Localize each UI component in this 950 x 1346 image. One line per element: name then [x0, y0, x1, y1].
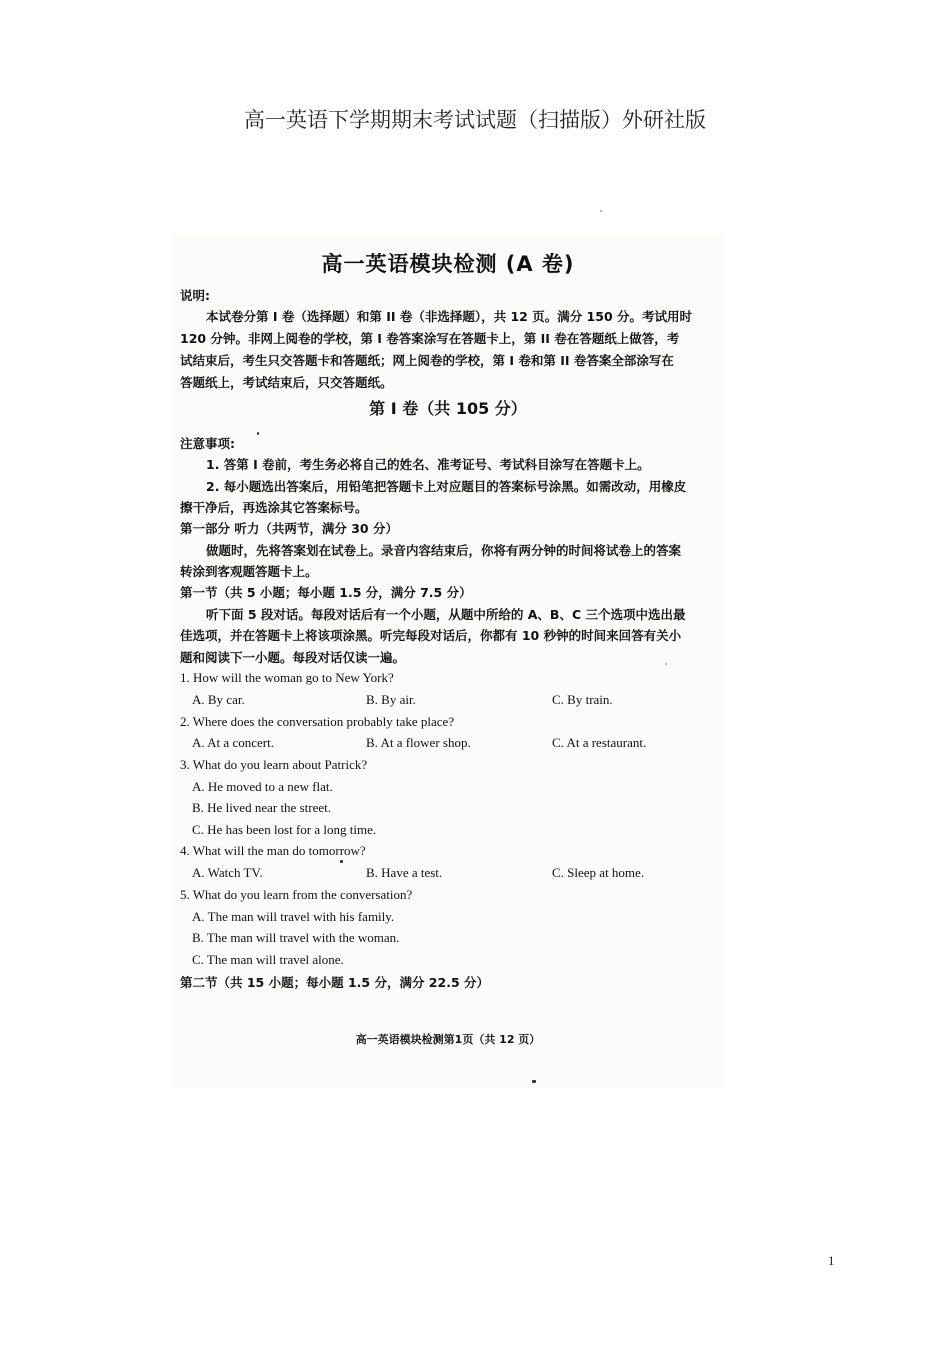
- subsection-one-line: 听下面 5 段对话。每段对话后有一个小题，从题中所给的 A、B、C 三个选项中选出最: [206, 607, 686, 622]
- question-4-option-a: A. Watch TV.: [192, 865, 263, 880]
- scan-speck: [340, 860, 343, 863]
- question-5-option-a: A. The man will travel with his family.: [192, 909, 395, 924]
- section-one-line: 做题时，先将答案划在试卷上。录音内容结束后，你将有两分钟的时间将试卷上的答案: [206, 543, 682, 558]
- intro-line: 120 分钟。非网上阅卷的学校，第 I 卷答案涂写在答题卡上，第 II 卷在答题纸上做答，考: [180, 331, 680, 346]
- section-one-line: 转涂到客观题答题卡上。: [180, 564, 318, 579]
- question-5-option-b: B. The man will travel with the woman.: [192, 930, 400, 945]
- question-2-option-a: A. At a concert.: [192, 735, 274, 750]
- question-5: 5. What do you learn from the conversation?: [180, 887, 413, 902]
- page-footer: 高一英语模块检测第1页（共 12 页）: [355, 1033, 541, 1046]
- question-3-option-b: B. He lived near the street.: [192, 800, 331, 815]
- question-1-option-c: C. By train.: [552, 692, 613, 707]
- document-title: 高一英语下学期期末考试试题（扫描版）外研社版: [244, 108, 706, 132]
- question-2-option-c: C. At a restaurant.: [552, 735, 647, 750]
- page-number: 1: [828, 1253, 835, 1268]
- question-1: 1. How will the woman go to New York?: [180, 670, 394, 685]
- question-1-option-b: B. By air.: [366, 692, 416, 707]
- notice-label: 注意事项:: [180, 436, 235, 451]
- subsection-two-title: 第二节（共 15 小题；每小题 1.5 分，满分 22.5 分）: [180, 975, 489, 990]
- notice-line: 2. 每小题选出答案后，用铅笔把答题卡上对应题目的答案标号涂黑。如需改动，用橡皮: [206, 479, 687, 494]
- scan-speck: [257, 432, 259, 435]
- exam-title: 高一英语模块检测 (A 卷): [321, 252, 575, 276]
- subsection-one-line: 佳选项，并在答题卡上将该项涂黑。听完每段对话后，你都有 10 秒钟的时间来回答有关小: [180, 628, 682, 643]
- intro-line: 本试卷分第 I 卷（选择题）和第 II 卷（非选择题），共 12 页。满分 150 分。考试用时: [206, 309, 693, 324]
- intro-label: 说明:: [180, 288, 210, 303]
- section-one-title: 第一部分 听力（共两节，满分 30 分）: [180, 521, 398, 536]
- part-one-title: 第 I 卷（共 105 分）: [369, 399, 527, 418]
- question-5-option-c: C. The man will travel alone.: [192, 952, 344, 967]
- question-4-option-b: B. Have a test.: [366, 865, 443, 880]
- question-2: 2. Where does the conversation probably take place?: [180, 714, 455, 729]
- question-3: 3. What do you learn about Patrick?: [180, 757, 368, 772]
- intro-line: 试结束后，考生只交答题卡和答题纸；网上阅卷的学校，第 I 卷和第 II 卷答案全部涂写在: [180, 353, 674, 368]
- notice-line: 擦干净后，再选涂其它答案标号。: [180, 500, 368, 515]
- question-2-option-b: B. At a flower shop.: [366, 735, 471, 750]
- scanned-exam-page: [172, 236, 724, 1088]
- question-4: 4. What will the man do tomorrow?: [180, 843, 366, 858]
- scan-speck: [532, 1080, 536, 1083]
- question-3-option-c: C. He has been lost for a long time.: [192, 822, 377, 837]
- scan-speck: [665, 663, 667, 665]
- intro-line: 答题纸上，考试结束后，只交答题纸。: [180, 375, 393, 390]
- question-3-option-a: A. He moved to a new flat.: [192, 779, 333, 794]
- question-1-option-a: A. By car.: [192, 692, 245, 707]
- subsection-one-title: 第一节（共 5 小题；每小题 1.5 分，满分 7.5 分）: [180, 585, 472, 600]
- notice-line: 1. 答第 I 卷前，考生务必将自己的姓名、准考证号、考试科目涂写在答题卡上。: [206, 457, 650, 472]
- subsection-one-line: 题和阅读下一小题。每段对话仅读一遍。: [180, 650, 406, 665]
- question-4-option-c: C. Sleep at home.: [552, 865, 645, 880]
- scan-speck: [600, 210, 602, 212]
